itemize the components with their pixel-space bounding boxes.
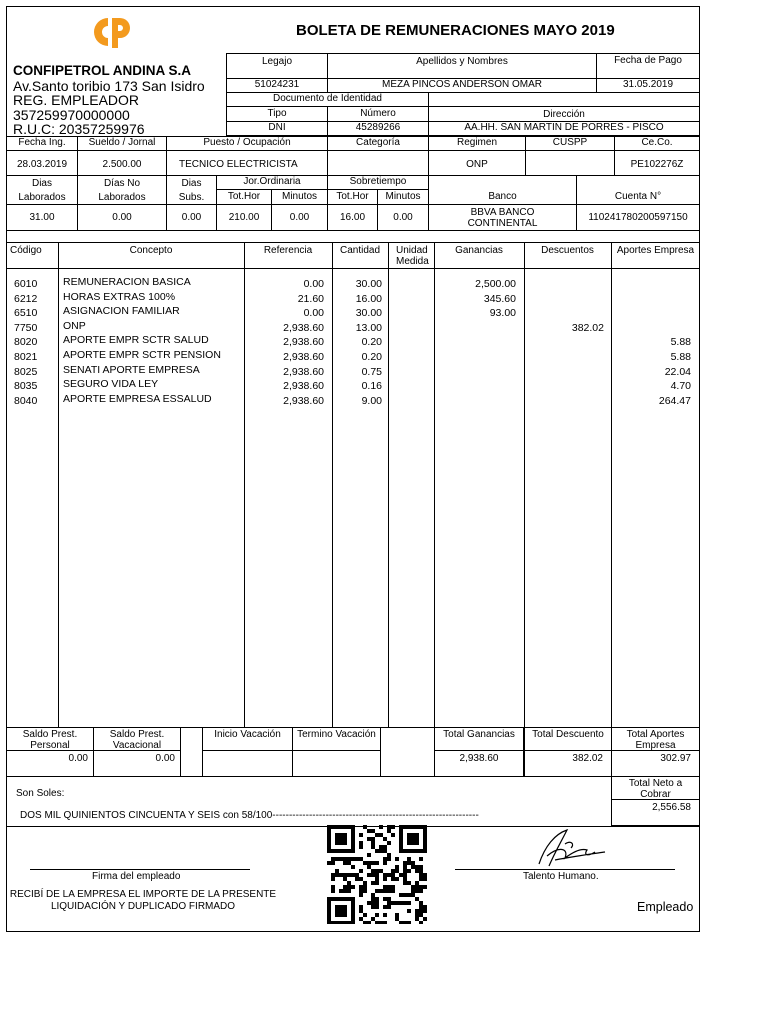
saldo-personal-label: Saldo Prest. Personal xyxy=(6,727,94,751)
direccion-value: AA.HH. SAN MARTIN DE PORRES - PISCO xyxy=(428,121,700,136)
ceco-label: Ce.Co. xyxy=(614,136,700,151)
company-name: CONFIPETROL ANDINA S.A xyxy=(13,63,192,78)
header-cantidad: Cantidad xyxy=(339,245,381,256)
cell-referencia: 0.00 xyxy=(303,307,324,320)
cell-referencia: 2,938.60 xyxy=(283,321,324,334)
sueldo-label: Sueldo / Jornal xyxy=(77,136,167,151)
names-label: Apellidos y Nombres xyxy=(327,53,597,79)
sueldo-value: 2.500.00 xyxy=(77,150,167,176)
cell-codigo: 8040 xyxy=(14,394,38,407)
fecha-ing-label: Fecha Ing. xyxy=(6,136,78,151)
categoria-value xyxy=(327,150,429,176)
termino-vac-value xyxy=(292,750,381,777)
jor-tothor-label: Tot.Hor xyxy=(216,189,272,205)
total-aportes-label: Total Aportes Empresa xyxy=(611,727,700,751)
cell-referencia: 21.60 xyxy=(297,292,324,305)
cell-ganancias: 2,500.00 xyxy=(475,278,516,290)
total-ganancias-value: 2,938.60 xyxy=(434,750,524,777)
regimen-value: ONP xyxy=(428,150,526,176)
cell-cantidad: 0.75 xyxy=(361,365,382,378)
sob-min-label: Minutos xyxy=(377,189,429,205)
table-header-divider xyxy=(6,268,700,269)
cell-cantidad: 30.00 xyxy=(355,278,382,290)
son-soles-label: Son Soles: xyxy=(16,788,65,799)
cell-codigo: 8025 xyxy=(14,365,38,378)
cell-cantidad: 0.20 xyxy=(361,336,382,349)
talento-line xyxy=(455,869,675,870)
qr-code xyxy=(324,824,431,924)
cell-referencia: 2,938.60 xyxy=(283,351,324,363)
sob-label: Sobretiempo xyxy=(327,175,429,190)
categoria-label: Categoría xyxy=(327,136,429,151)
cell-ganancias: 93.00 xyxy=(489,307,516,320)
table-row xyxy=(6,392,700,409)
cell-aportes: 22.04 xyxy=(664,365,691,378)
cell-cantidad: 0.20 xyxy=(361,351,382,363)
cell-concepto: SEGURO VIDA LEY xyxy=(63,378,159,391)
tipo-label: Tipo xyxy=(226,106,328,122)
header-codigo: Código xyxy=(10,245,42,256)
dias-no-label: Días No Laborados xyxy=(77,175,167,205)
cell-codigo: 6510 xyxy=(14,307,38,320)
cell-referencia: 2,938.60 xyxy=(283,394,324,407)
saldo-personal-value: 0.00 xyxy=(6,750,94,777)
dias-subs-value: 0.00 xyxy=(166,204,217,231)
fecha-pago-label: Fecha de Pago xyxy=(596,53,700,79)
dias-no-value: 0.00 xyxy=(77,204,167,231)
recibi-text: RECIBÍ DE LA EMPRESA EL IMPORTE DE LA PRESENTE LIQUIDACIÓN Y DUPLICADO FIRMADO xyxy=(9,889,277,912)
cuenta-label: Cuenta N° xyxy=(576,175,700,205)
company-address: Av.Santo toribio 173 San Isidro xyxy=(13,78,205,94)
numero-label: Número xyxy=(327,106,429,122)
puesto-label: Puesto / Ocupación xyxy=(166,136,328,151)
header-descuentos: Descuentos xyxy=(541,245,594,256)
header-unidad: Unidad Medida xyxy=(396,245,429,267)
company-reg-label: REG. EMPLEADOR xyxy=(13,92,140,108)
total-descuento-value: 382.02 xyxy=(524,750,612,777)
jor-min-label: Minutos xyxy=(271,189,328,205)
cell-referencia: 2,938.60 xyxy=(283,336,324,349)
total-aportes-value: 302.97 xyxy=(611,750,700,777)
cell-codigo: 7750 xyxy=(14,321,38,334)
banco-label: Banco xyxy=(428,175,577,205)
numero-value: 45289266 xyxy=(327,121,429,136)
cell-aportes: 4.70 xyxy=(670,380,691,393)
cell-cantidad: 30.00 xyxy=(355,307,382,320)
termino-vac-label: Termino Vacación xyxy=(292,727,381,751)
cell-concepto: APORTE EMPR SCTR PENSION xyxy=(63,349,221,361)
legajo-value: 51024231 xyxy=(226,78,328,93)
cell-codigo: 8020 xyxy=(14,336,38,349)
cell-concepto: APORTE EMPRESA ESSALUD xyxy=(63,392,212,405)
cell-codigo: 8035 xyxy=(14,380,38,393)
firma-line xyxy=(30,869,250,870)
ceco-value: PE102276Z xyxy=(614,150,700,176)
cuspp-value xyxy=(525,150,615,176)
sob-tothor-value: 16.00 xyxy=(327,204,378,231)
fecha-pago-value: 31.05.2019 xyxy=(596,78,700,93)
saldo-vacacional-value: 0.00 xyxy=(93,750,181,777)
dias-subs-label: Dias Subs. xyxy=(166,175,217,205)
puesto-value: TECNICO ELECTRICISTA xyxy=(166,150,328,176)
cell-referencia: 2,938.60 xyxy=(283,365,324,378)
inicio-vac-value xyxy=(202,750,293,777)
inicio-vac-label: Inicio Vacación xyxy=(202,727,293,751)
cell-codigo: 6212 xyxy=(14,292,38,305)
legajo-label: Legajo xyxy=(226,53,328,79)
cell-aportes: 5.88 xyxy=(670,336,691,349)
jor-label: Jor.Ordinaria xyxy=(216,175,328,190)
cell-descuentos: 382.02 xyxy=(571,321,604,334)
cell-codigo: 6010 xyxy=(14,278,38,290)
cuspp-label: CUSPP xyxy=(525,136,615,151)
sob-min-value: 0.00 xyxy=(377,204,429,231)
dias-lab-label: Dias Laborados xyxy=(6,175,78,205)
tipo-value: DNI xyxy=(226,121,328,136)
jor-min-value: 0.00 xyxy=(271,204,328,231)
cell-concepto: ASIGNACION FAMILIAR xyxy=(63,305,180,318)
cell-referencia: 0.00 xyxy=(303,278,324,290)
saldo-vacacional-label: Saldo Prest. Vacacional xyxy=(93,727,181,751)
firma-empleado-label: Firma del empleado xyxy=(92,871,181,882)
cell-aportes: 5.88 xyxy=(670,351,691,363)
header-ganancias: Ganancias xyxy=(455,245,503,256)
names-value: MEZA PINCOS ANDERSON OMAR xyxy=(327,78,597,93)
direccion-label: Dirección xyxy=(428,106,700,122)
cell-cantidad: 16.00 xyxy=(355,292,382,305)
sob-tothor-label: Tot.Hor xyxy=(327,189,378,205)
dias-lab-value: 31.00 xyxy=(6,204,78,231)
company-logo xyxy=(90,14,136,50)
regimen-label: Regimen xyxy=(428,136,526,151)
cell-referencia: 2,938.60 xyxy=(283,380,324,393)
company-ruc: R.U.C: 20357259976 xyxy=(13,121,145,137)
document-title: BOLETA DE REMUNERACIONES MAYO 2019 xyxy=(296,22,615,39)
header-aportes: Aportes Empresa xyxy=(616,245,695,256)
talento-label: Talento Humano. xyxy=(523,871,599,882)
jor-tothor-value: 210.00 xyxy=(216,204,272,231)
cell-cantidad: 13.00 xyxy=(355,321,382,334)
banco-value: BBVA BANCO CONTINENTAL xyxy=(428,204,577,231)
signature xyxy=(525,826,615,870)
cell-concepto: REMUNERACION BASICA xyxy=(63,276,191,288)
cell-ganancias: 345.60 xyxy=(483,292,516,305)
total-descuento-label: Total Descuento xyxy=(524,727,612,751)
empleado-label: Empleado xyxy=(637,900,694,914)
cell-concepto: ONP xyxy=(63,319,86,332)
total-ganancias-label: Total Ganancias xyxy=(434,727,524,751)
cell-cantidad: 0.16 xyxy=(361,380,382,393)
cell-cantidad: 9.00 xyxy=(361,394,382,407)
cell-concepto: APORTE EMPR SCTR SALUD xyxy=(63,334,209,347)
cell-concepto: HORAS EXTRAS 100% xyxy=(63,290,176,303)
son-soles-value: DOS MIL QUINIENTOS CINCUENTA Y SEIS con 58/100-------------------------------------------------------------- xyxy=(20,810,479,821)
cell-concepto: SENATI APORTE EMPRESA xyxy=(63,363,200,376)
header-concepto: Concepto xyxy=(129,245,173,256)
cell-aportes: 264.47 xyxy=(658,394,691,407)
header-referencia: Referencia xyxy=(263,245,313,256)
cuenta-value: 110241780200597150 xyxy=(576,204,700,231)
company-reg-number: 357259970000000 xyxy=(13,107,130,123)
doc-label: Documento de Identidad xyxy=(226,92,429,107)
neto-value: 2,556.58 xyxy=(611,799,700,826)
cell-codigo: 8021 xyxy=(14,351,38,363)
fecha-ing-value: 28.03.2019 xyxy=(6,150,78,176)
neto-label: Total Neto a Cobrar xyxy=(611,776,700,800)
